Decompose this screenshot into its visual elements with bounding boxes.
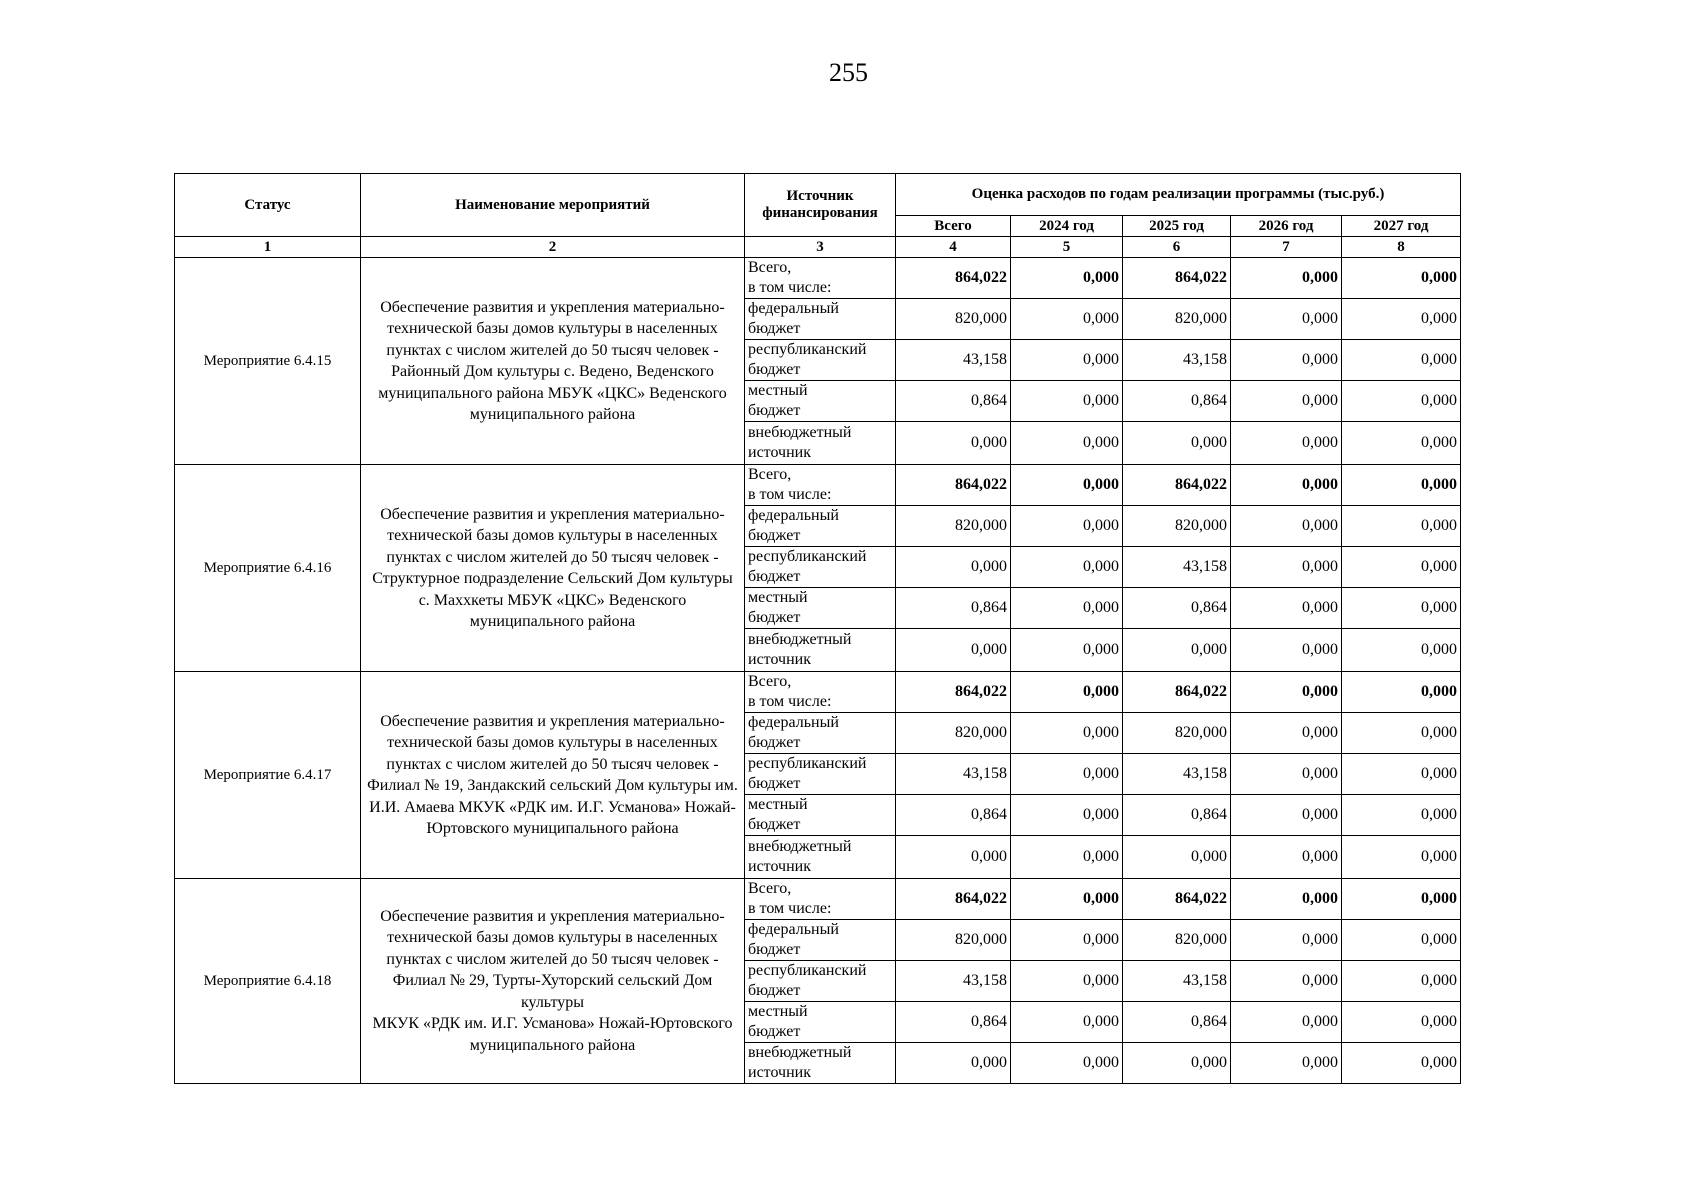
column-number: 4 <box>896 237 1011 258</box>
amount-cell: 0,000 <box>1231 588 1342 629</box>
funding-source: внебюджетный источник <box>745 1043 896 1084</box>
amount-cell: 0,000 <box>1342 1002 1461 1043</box>
funding-source: внебюджетный источник <box>745 629 896 672</box>
amount-cell: 820,000 <box>1123 713 1231 754</box>
activity-name: Обеспечение развития и укрепления материально-технической базы домов культуры в населенных пунктах с числом жителей до 50 тысяч человек - Структурное подразделение Сельский Дом культуры с. Маххкеты МБУК «ЦКС» Веденского муниципального района <box>361 465 745 672</box>
header-total: Всего <box>896 216 1011 237</box>
budget-table <box>174 173 1461 1084</box>
amount-cell: 0,000 <box>1123 629 1231 672</box>
table-row <box>175 258 1461 299</box>
amount-cell: 0,000 <box>1011 465 1123 506</box>
amount-cell: 43,158 <box>896 754 1011 795</box>
amount-cell: 0,000 <box>1231 879 1342 920</box>
amount-cell: 0,000 <box>1011 961 1123 1002</box>
funding-source: местный бюджет <box>745 588 896 629</box>
column-number: 2 <box>361 237 745 258</box>
amount-cell: 0,000 <box>1231 422 1342 465</box>
amount-cell: 0,000 <box>1011 713 1123 754</box>
amount-cell: 0,000 <box>1011 629 1123 672</box>
amount-cell: 0,000 <box>1342 961 1461 1002</box>
amount-cell: 0,000 <box>1011 836 1123 879</box>
amount-cell: 0,864 <box>896 795 1011 836</box>
amount-cell: 0,000 <box>1231 381 1342 422</box>
amount-cell: 820,000 <box>896 713 1011 754</box>
column-number: 6 <box>1123 237 1231 258</box>
amount-cell: 0,000 <box>1231 340 1342 381</box>
column-number: 5 <box>1011 237 1123 258</box>
amount-cell: 0,000 <box>1342 754 1461 795</box>
amount-cell: 0,000 <box>1231 754 1342 795</box>
funding-source: федеральный бюджет <box>745 299 896 340</box>
amount-cell: 0,000 <box>896 836 1011 879</box>
amount-cell: 0,000 <box>1011 1002 1123 1043</box>
header-name: Наименование мероприятий <box>361 174 745 237</box>
amount-cell: 864,022 <box>1123 672 1231 713</box>
amount-cell: 43,158 <box>1123 547 1231 588</box>
header-status: Статус <box>175 174 361 237</box>
column-numbers-row <box>175 237 1461 258</box>
amount-cell: 0,000 <box>1231 961 1342 1002</box>
amount-cell: 0,000 <box>1011 547 1123 588</box>
amount-cell: 0,864 <box>896 381 1011 422</box>
column-number: 7 <box>1231 237 1342 258</box>
amount-cell: 0,000 <box>1342 299 1461 340</box>
amount-cell: 0,000 <box>1342 629 1461 672</box>
funding-source: местный бюджет <box>745 1002 896 1043</box>
amount-cell: 0,864 <box>1123 795 1231 836</box>
table-row <box>175 465 1461 506</box>
amount-cell: 0,000 <box>1231 1002 1342 1043</box>
funding-source: республиканский бюджет <box>745 340 896 381</box>
amount-cell: 43,158 <box>1123 754 1231 795</box>
amount-cell: 0,000 <box>1011 381 1123 422</box>
page-number: 255 <box>829 58 868 87</box>
amount-cell: 0,000 <box>1231 795 1342 836</box>
funding-source: федеральный бюджет <box>745 506 896 547</box>
amount-cell: 0,000 <box>1231 672 1342 713</box>
amount-cell: 0,000 <box>1231 299 1342 340</box>
amount-cell: 0,000 <box>1011 340 1123 381</box>
table-body <box>175 258 1461 1084</box>
amount-cell: 43,158 <box>1123 961 1231 1002</box>
amount-cell: 0,000 <box>1011 422 1123 465</box>
amount-cell: 0,000 <box>1011 588 1123 629</box>
column-number: 8 <box>1342 237 1461 258</box>
amount-cell: 864,022 <box>1123 879 1231 920</box>
amount-cell: 0,000 <box>1011 879 1123 920</box>
amount-cell: 864,022 <box>896 879 1011 920</box>
table-row <box>175 672 1461 713</box>
amount-cell: 820,000 <box>896 920 1011 961</box>
amount-cell: 43,158 <box>896 961 1011 1002</box>
funding-source: Всего, в том числе: <box>745 672 896 713</box>
amount-cell: 820,000 <box>1123 506 1231 547</box>
amount-cell: 0,000 <box>1342 381 1461 422</box>
amount-cell: 0,000 <box>1011 258 1123 299</box>
amount-cell: 864,022 <box>896 672 1011 713</box>
amount-cell: 0,000 <box>1231 920 1342 961</box>
column-number: 1 <box>175 237 361 258</box>
activity-status: Мероприятие 6.4.16 <box>175 465 361 672</box>
amount-cell: 0,000 <box>1342 795 1461 836</box>
amount-cell: 0,000 <box>1342 713 1461 754</box>
funding-source: республиканский бюджет <box>745 547 896 588</box>
amount-cell: 0,000 <box>1342 588 1461 629</box>
amount-cell: 0,000 <box>1011 754 1123 795</box>
amount-cell: 0,000 <box>1231 713 1342 754</box>
amount-cell: 43,158 <box>896 340 1011 381</box>
amount-cell: 0,000 <box>1011 299 1123 340</box>
funding-source: федеральный бюджет <box>745 920 896 961</box>
amount-cell: 0,864 <box>896 1002 1011 1043</box>
amount-cell: 820,000 <box>1123 920 1231 961</box>
activity-status: Мероприятие 6.4.17 <box>175 672 361 879</box>
amount-cell: 0,000 <box>1231 258 1342 299</box>
amount-cell: 0,864 <box>1123 588 1231 629</box>
funding-source: местный бюджет <box>745 381 896 422</box>
funding-source: республиканский бюджет <box>745 961 896 1002</box>
funding-source: федеральный бюджет <box>745 713 896 754</box>
amount-cell: 0,000 <box>1231 506 1342 547</box>
amount-cell: 0,000 <box>1011 1043 1123 1084</box>
amount-cell: 0,000 <box>896 422 1011 465</box>
amount-cell: 0,000 <box>896 629 1011 672</box>
amount-cell: 0,000 <box>1342 547 1461 588</box>
funding-source: Всего, в том числе: <box>745 465 896 506</box>
amount-cell: 0,000 <box>1342 920 1461 961</box>
funding-source: Всего, в том числе: <box>745 258 896 299</box>
activity-name: Обеспечение развития и укрепления материально-технической базы домов культуры в населенных пунктах с числом жителей до 50 тысяч человек - Районный Дом культуры с. Ведено, Веденского муниципального района МБУК «ЦКС» Веденского муниципального района <box>361 258 745 465</box>
amount-cell: 0,000 <box>1011 672 1123 713</box>
amount-cell: 820,000 <box>896 506 1011 547</box>
funding-source: внебюджетный источник <box>745 836 896 879</box>
amount-cell: 0,000 <box>1342 836 1461 879</box>
amount-cell: 0,000 <box>1342 258 1461 299</box>
activity-status: Мероприятие 6.4.15 <box>175 258 361 465</box>
activity-name: Обеспечение развития и укрепления материально-технической базы домов культуры в населенных пунктах с числом жителей до 50 тысяч человек - Филиал № 29, Турты-Хуторский сельский Дом культуры МКУК «РДК им. И.Г. Усманова» Ножай-Юртовского муниципального района <box>361 879 745 1084</box>
amount-cell: 0,000 <box>1342 422 1461 465</box>
header-2025: 2025 год <box>1123 216 1231 237</box>
amount-cell: 0,000 <box>1231 465 1342 506</box>
amount-cell: 0,000 <box>1231 836 1342 879</box>
amount-cell: 820,000 <box>896 299 1011 340</box>
amount-cell: 0,000 <box>1342 879 1461 920</box>
header-2024: 2024 год <box>1011 216 1123 237</box>
amount-cell: 0,000 <box>1231 629 1342 672</box>
amount-cell: 0,000 <box>1231 1043 1342 1084</box>
amount-cell: 0,864 <box>1123 1002 1231 1043</box>
amount-cell: 0,000 <box>1123 836 1231 879</box>
header-estimate: Оценка расходов по годам реализации программы (тыс.руб.) <box>896 174 1461 216</box>
amount-cell: 864,022 <box>1123 465 1231 506</box>
amount-cell: 0,000 <box>1123 422 1231 465</box>
amount-cell: 0,000 <box>896 1043 1011 1084</box>
amount-cell: 0,000 <box>1011 506 1123 547</box>
header-source: Источник финансирования <box>745 174 896 237</box>
amount-cell: 820,000 <box>1123 299 1231 340</box>
amount-cell: 0,000 <box>1342 465 1461 506</box>
funding-source: внебюджетный источник <box>745 422 896 465</box>
amount-cell: 0,864 <box>1123 381 1231 422</box>
amount-cell: 0,000 <box>1011 795 1123 836</box>
amount-cell: 0,000 <box>1123 1043 1231 1084</box>
amount-cell: 0,000 <box>1342 1043 1461 1084</box>
amount-cell: 43,158 <box>1123 340 1231 381</box>
amount-cell: 0,000 <box>1342 506 1461 547</box>
amount-cell: 0,000 <box>1342 672 1461 713</box>
amount-cell: 0,000 <box>1342 340 1461 381</box>
header-2027: 2027 год <box>1342 216 1461 237</box>
amount-cell: 0,864 <box>896 588 1011 629</box>
column-number: 3 <box>745 237 896 258</box>
activity-name: Обеспечение развития и укрепления материально-технической базы домов культуры в населенных пунктах с числом жителей до 50 тысяч человек - Филиал № 19, Зандакский сельский Дом культуры им. И.И. Амаева МКУК «РДК им. И.Г. Усманова» Ножай-Юртовского муниципального района <box>361 672 745 879</box>
amount-cell: 0,000 <box>896 547 1011 588</box>
table-row <box>175 879 1461 920</box>
amount-cell: 0,000 <box>1231 547 1342 588</box>
amount-cell: 0,000 <box>1011 920 1123 961</box>
funding-source: местный бюджет <box>745 795 896 836</box>
funding-source: республиканский бюджет <box>745 754 896 795</box>
header-2026: 2026 год <box>1231 216 1342 237</box>
funding-source: Всего, в том числе: <box>745 879 896 920</box>
activity-status: Мероприятие 6.4.18 <box>175 879 361 1084</box>
amount-cell: 864,022 <box>896 258 1011 299</box>
amount-cell: 864,022 <box>896 465 1011 506</box>
amount-cell: 864,022 <box>1123 258 1231 299</box>
